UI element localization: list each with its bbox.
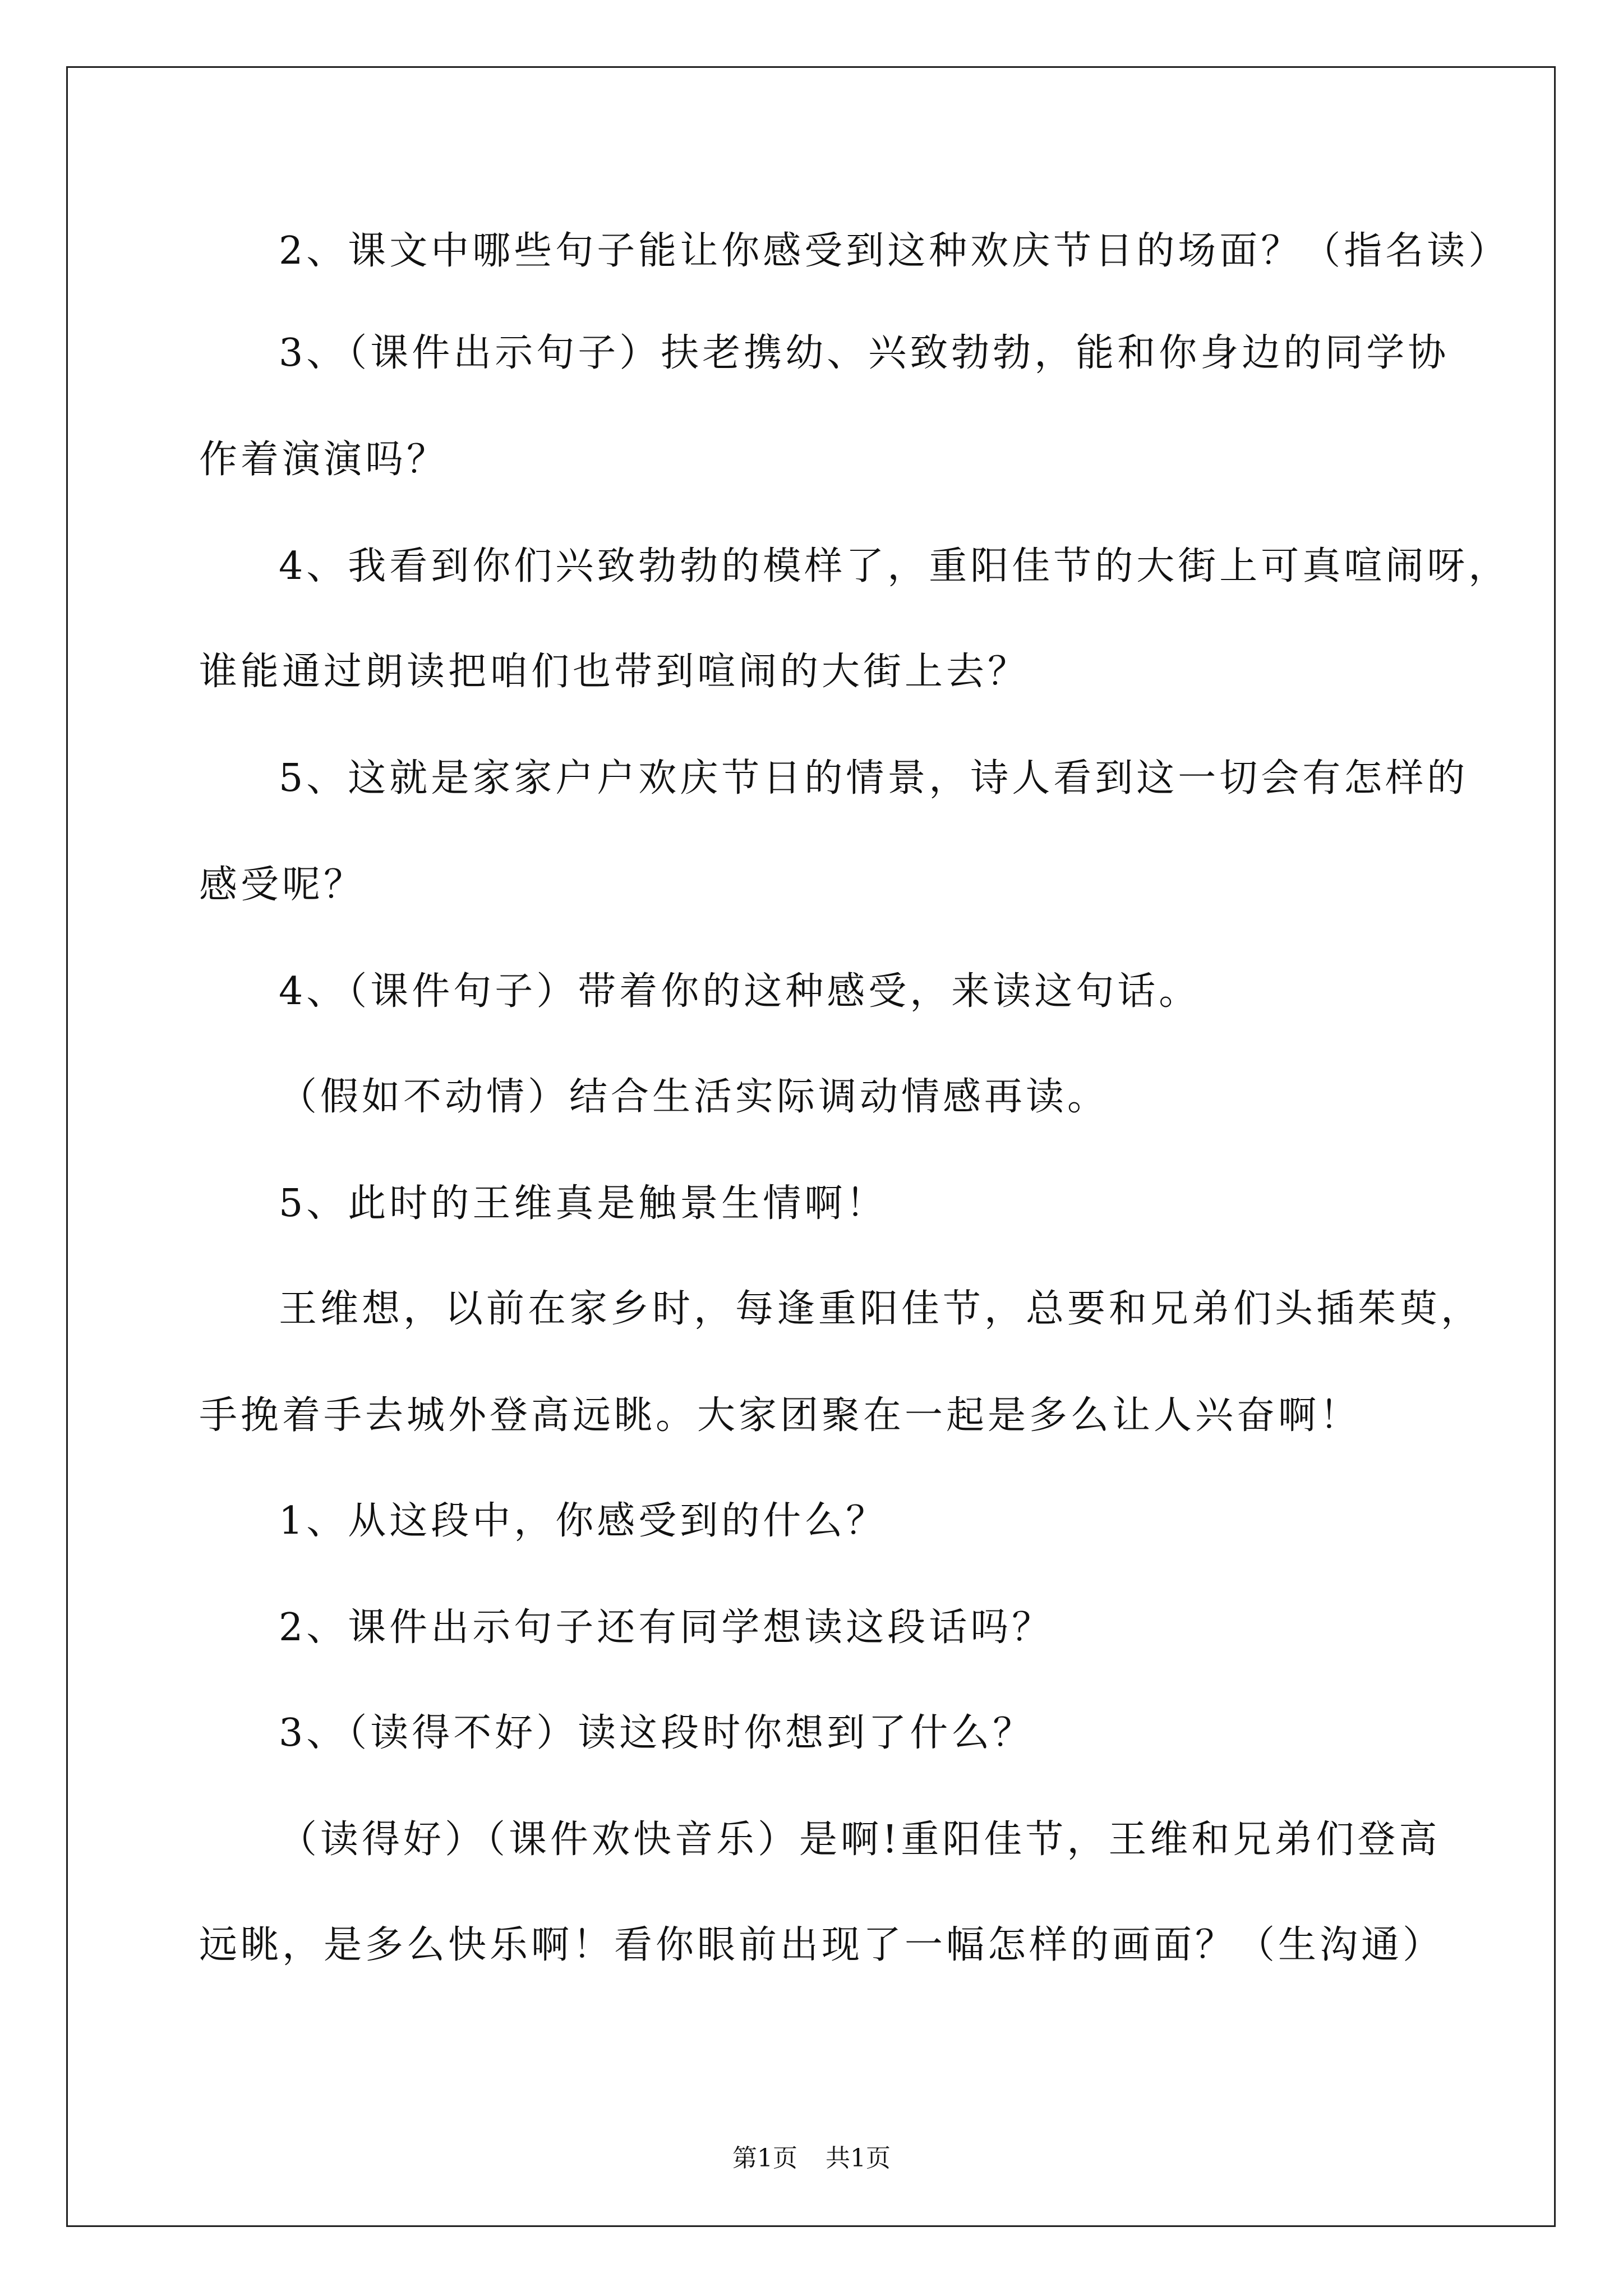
page-footer (0, 2142, 1623, 2175)
paragraph-line: 4、（课件句子）带着你的这种感受，来读这句话。 (279, 969, 1201, 1014)
paragraph-line: （假如不动情）结合生活实际调动情感再读。 (279, 1075, 1109, 1119)
paragraph-line: 感受呢？ (199, 863, 366, 907)
paragraph-line: 5、这就是家家户户欢庆节日的情景，诗人看到这一切会有怎样的 (279, 756, 1469, 800)
paragraph-line: 3、（读得不好）读这段时你想到了什么？ (279, 1711, 1035, 1755)
paragraph-line: 4、我看到你们兴致勃勃的模样了，重阳佳节的大街上可真喧闹呀， (279, 544, 1510, 588)
paragraph-line: （读得好）（课件欢快音乐）是啊!重阳佳节，王维和兄弟们登高 (279, 1818, 1441, 1862)
paragraph-line: 3、（课件出示句子）扶老携幼、兴致勃勃，能和你身边的同学协 (279, 331, 1450, 375)
paragraph-line: 作着演演吗？ (199, 438, 449, 482)
paragraph-line: 2、课文中哪些句子能让你感受到这种欢庆节日的场面？（指名读） (279, 229, 1510, 273)
paragraph-line: 手挽着手去城外登高远眺。大家团聚在一起是多么让人兴奋啊！ (199, 1393, 1362, 1438)
paragraph-line: 2、课件出示句子还有同学想读这段话吗？ (279, 1605, 1054, 1650)
document-body (199, 0, 1510, 2296)
paragraph-line: 王维想，以前在家乡时，每逢重阳佳节，总要和兄弟们头插茱萸， (279, 1287, 1483, 1331)
paragraph-line: 谁能通过朗读把咱们也带到喧闹的大街上去？ (199, 650, 1030, 694)
page-number-current: 第1页 (732, 2144, 797, 2173)
paragraph-line: 5、此时的王维真是触景生情啊！ (279, 1181, 888, 1226)
paragraph-line: 远眺，是多么快乐啊！看你眼前出现了一幅怎样的画面？（生沟通） (199, 1923, 1445, 1967)
page-number-total: 共1页 (826, 2144, 891, 2173)
paragraph-line: 1、从这段中，你感受到的什么？ (279, 1499, 888, 1543)
